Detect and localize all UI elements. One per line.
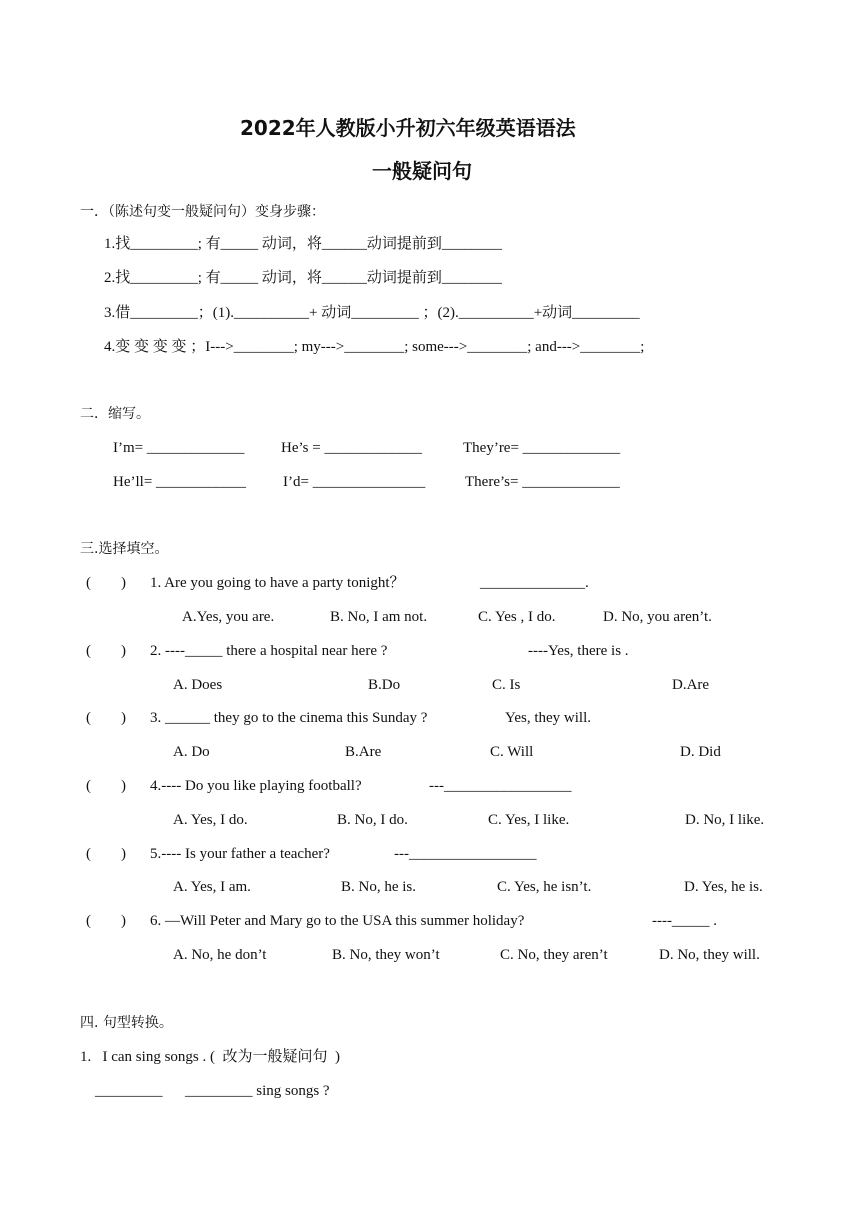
question-2-blank: ----Yes, there is . [528, 643, 629, 659]
answer-paren: ( ) [86, 913, 126, 929]
question-1-blank: ______________. [480, 575, 589, 591]
q1-option-b: B. No, I am not. [330, 609, 428, 625]
q5-option-c: C. Yes, he isn’t. [497, 879, 592, 895]
q1-option-a: A.Yes, you are. [182, 609, 275, 625]
q6-option-c: C. No, they aren’t [500, 947, 608, 963]
question-4: 4.---- Do you like playing football? [150, 778, 362, 794]
contraction-id: I’d= _______________ [283, 474, 426, 490]
q4-option-d: D. No, I like. [685, 812, 765, 828]
section-3-heading: 三.选择填空。 [80, 541, 169, 557]
answer-paren: ( ) [86, 643, 126, 659]
contraction-hell: He’ll= ____________ [113, 474, 247, 490]
question-6-blank: ----_____ . [652, 913, 717, 929]
q6-option-b: B. No, they won’t [332, 947, 440, 963]
q4-option-b: B. No, I do. [337, 812, 408, 828]
transform-item-1: 1. I can sing songs . ( 改为一般疑问句 ) [80, 1049, 340, 1065]
question-3: 3. ______ they go to the cinema this Sunday ? [150, 710, 428, 726]
document-subtitle: 一般疑问句 [372, 159, 472, 183]
q6-option-a: A. No, he don’t [173, 947, 267, 963]
section-2-heading: 二．缩写。 [80, 406, 150, 422]
step-2: 2.找_________; 有_____ 动词，将______动词提前到________ [104, 270, 502, 286]
q2-option-a: A. Does [173, 677, 223, 693]
contraction-theyre: They’re= _____________ [463, 440, 621, 456]
q4-option-c: C. Yes, I like. [488, 812, 570, 828]
section-4-heading: 四. 句型转换。 [80, 1015, 173, 1031]
step-3: 3.借_________；(1).__________+ 动词_________ ；(2).__________+动词_________ [104, 305, 640, 321]
q5-option-a: A. Yes, I am. [173, 879, 251, 895]
contraction-theres: There’s= _____________ [465, 474, 620, 490]
q2-option-d: D.Are [672, 677, 710, 693]
answer-paren: ( ) [86, 710, 126, 726]
transform-answer-1: _________ _________ sing songs ? [95, 1083, 330, 1099]
question-4-blank: ---_________________ [429, 778, 572, 794]
question-2: 2. ----_____ there a hospital near here ? [150, 643, 388, 659]
step-1: 1.找_________; 有_____ 动词，将______动词提前到________ [104, 236, 502, 252]
q5-option-d: D. Yes, he is. [684, 879, 763, 895]
q5-option-b: B. No, he is. [341, 879, 416, 895]
answer-paren: ( ) [86, 575, 126, 591]
question-5: 5.---- Is your father a teacher? [150, 846, 330, 862]
contraction-hes: He’s = _____________ [281, 440, 422, 456]
answer-paren: ( ) [86, 846, 126, 862]
question-5-blank: ---_________________ [394, 846, 537, 862]
step-4: 4.变 变 变 变 ；I--->________; my--->________; some--->________; and--->________; [104, 339, 645, 355]
q2-option-b: B.Do [368, 677, 401, 693]
q2-option-c: C. Is [492, 677, 521, 693]
document-title: 2022年人教版小升初六年级英语语法 [240, 116, 576, 140]
q3-option-a: A. Do [173, 744, 210, 760]
section-1-heading: 一．（陈述句变一般疑问句）变身步骤： [80, 204, 325, 220]
q1-option-d: D. No, you aren’t. [603, 609, 712, 625]
answer-paren: ( ) [86, 778, 126, 794]
q1-option-c: C. Yes , I do. [478, 609, 556, 625]
question-3-blank: Yes, they will. [505, 710, 591, 726]
q6-option-d: D. No, they will. [659, 947, 760, 963]
contraction-im: I’m= _____________ [113, 440, 245, 456]
q3-option-d: D. Did [680, 744, 721, 760]
q3-option-b: B.Are [345, 744, 382, 760]
question-1: 1. Are you going to have a party tonight？ [150, 575, 405, 591]
q3-option-c: C. Will [490, 744, 534, 760]
question-6: 6. —Will Peter and Mary go to the USA this summer holiday? [150, 913, 525, 929]
q4-option-a: A. Yes, I do. [173, 812, 248, 828]
